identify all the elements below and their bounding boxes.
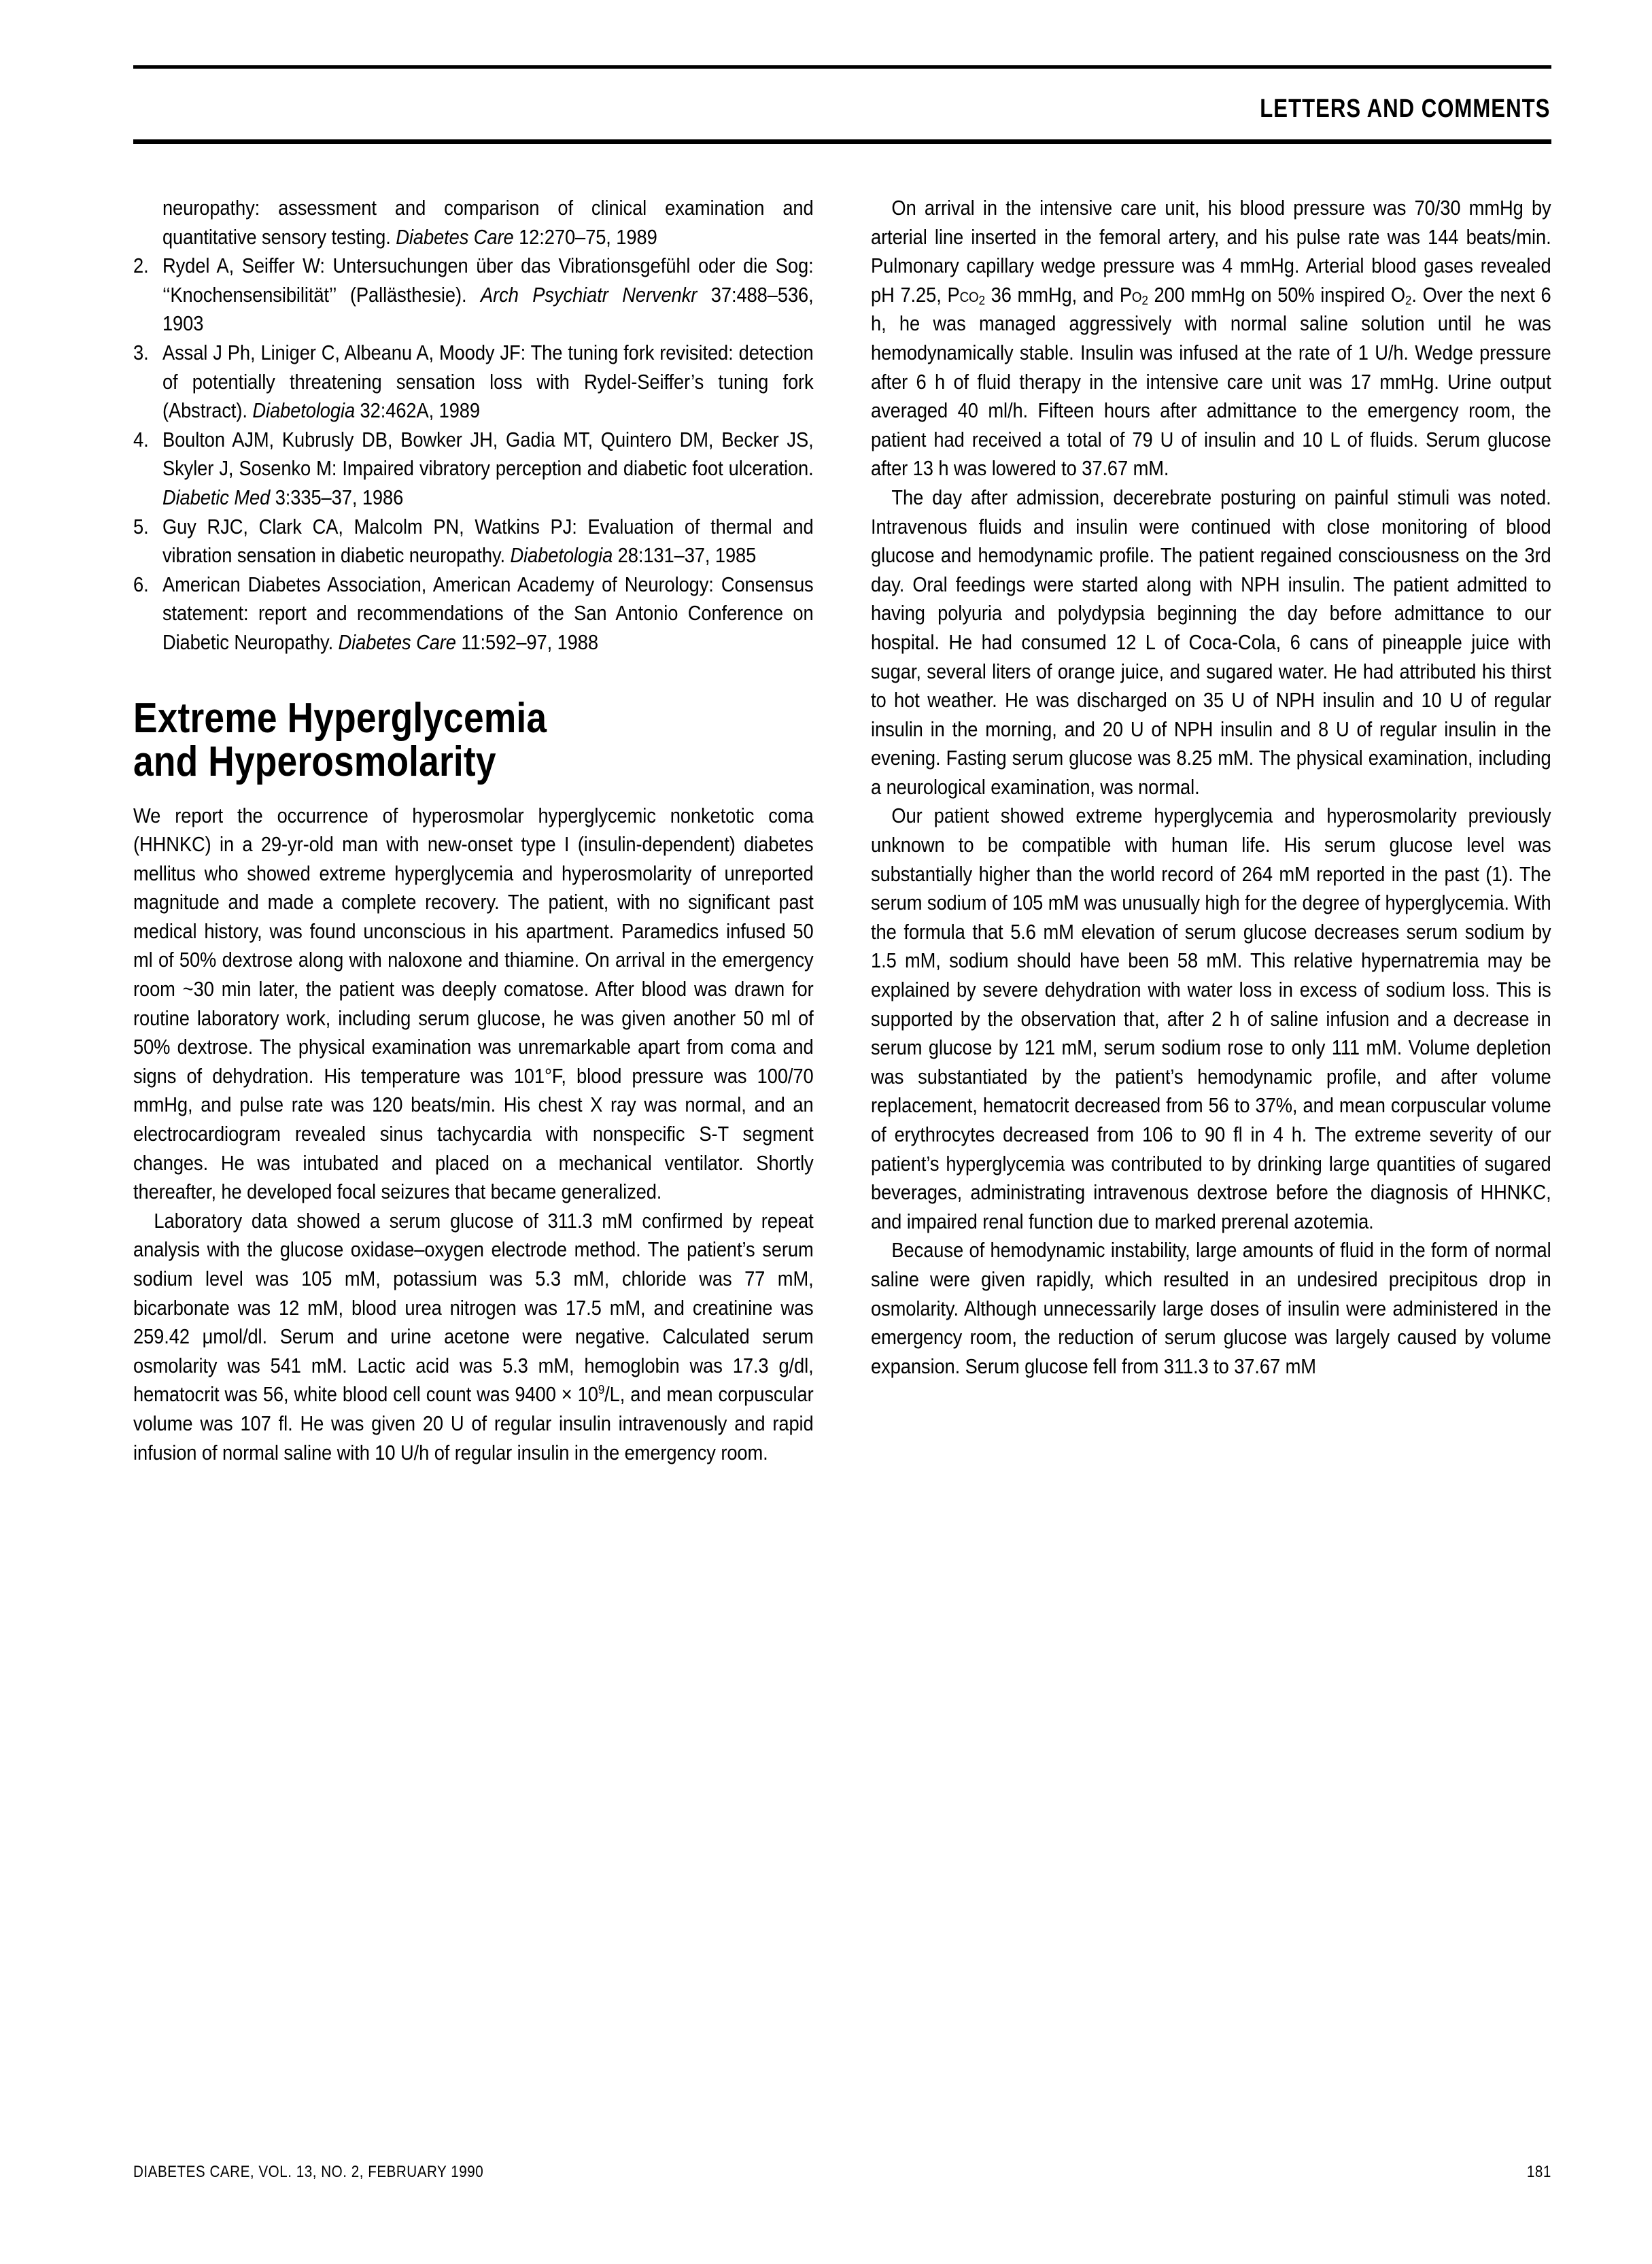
reference-text: neuropathy: assessment and comparison of clinical examination and quantitative sensory testing. Diabetes Care 12:270–75, 1989 <box>162 196 814 249</box>
article-title-line-2: and Hyperosmolarity <box>133 738 496 785</box>
footer-citation: DIABETES CARE, VOL. 13, NO. 2, FEBRUARY 1990 <box>133 2163 484 2181</box>
reference-item <box>133 339 814 426</box>
reference-text: Rydel A, Seiffer W: Untersuchungen über das Vibrationsgefühl oder die Sog: ‘‘Knochensensibilität’’ (Pallästhesie). Arch Psychiatr Nervenkr 37:488–536, 1903 <box>162 254 814 336</box>
reference-list <box>133 194 814 657</box>
article-title-line-1: Extreme Hyperglycemia <box>133 694 547 742</box>
reference-item <box>133 252 814 339</box>
reference-text: Boulton AJM, Kubrusly DB, Bowker JH, Gadia MT, Quintero DM, Becker JS, Skyler J, Sosenko M: Impaired vibratory perception and diabetic foot ulceration. Diabetic Med 3:335–37, 1986 <box>162 428 814 509</box>
reference-text: Guy RJC, Clark CA, Malcolm PN, Watkins PJ: Evaluation of thermal and vibration sensation in diabetic neuropathy. Diabetologia 28:131–37, 1985 <box>162 515 814 568</box>
reference-text: American Diabetes Association, American Academy of Neurology: Consensus statement: report and recommendations of the San Antonio Conference on Diabetic Neuropathy. Diabetes Care 11:592–97, 1988 <box>162 572 814 654</box>
paragraph: On arrival in the intensive care unit, his blood pressure was 70/30 mmHg by arterial line inserted in the femoral artery, and his pulse rate was 144 beats/min. Pulmonary capillary wedge pressure was 4 mmHg. Arterial blood gases revealed pH 7.25, Pco$_2$ 36 mmHg, and $Po_2$ 200 mmHg on 50% inspired $O_2$. Over the next 6 h, he was managed aggressively with normal saline solution until he was hemodynamically stable. Insulin was infused at the rate of 1 U/h. Wedge pressure after 6 h of fluid therapy in the intensive care unit was 17 mmHg. Urine output averaged 40 ml/h. Fifteen hours after admittance to the emergency room, the patient had received a total of 79 U of insulin and 10 L of fluids. Serum glucose after 13 h was lowered to 37.67 mM. <box>871 196 1551 481</box>
page-footer <box>133 2163 1551 2182</box>
paragraph: We report the occurrence of hyperosmolar hyperglycemic nonketotic coma (HHNKC) in a 29-yr-old man with new-onset type I (insulin-dependent) diabetes mellitus who showed extreme hyperglycemia and hyperosmolarity of unreported magnitude and made a complete recovery. The patient, with no significant past medical history, was found unconscious in his apartment. Paramedics infused 50 ml of 50% dextrose along with naloxone and thiamine. On arrival in the emergency room ~30 min later, the patient was deeply comatose. After blood was drawn for routine laboratory work, including serum glucose, he was given another 50 ml of 50% dextrose. The physical examination was unremarkable apart from coma and signs of dehydration. His temperature was 101°F, blood pressure was 100/70 mmHg, and pulse rate was 120 beats/min. His chest X ray was normal, and an electrocardiogram revealed sinus tachycardia with nonspecific S-T segment changes. He was intubated and placed on a mechanical ventilator. Shortly thereafter, he developed focal seizures that became generalized. <box>133 804 814 1204</box>
two-column-body <box>133 194 1551 1467</box>
reference-number: 6. <box>133 572 149 596</box>
reference-number: 4. <box>133 428 149 451</box>
header-title: LETTERS AND COMMENTS <box>1260 95 1551 123</box>
left-column-body <box>133 802 814 1468</box>
page-header <box>133 65 1551 144</box>
paragraph: Our patient showed extreme hyperglycemia and hyperosmolarity previously unknown to be compatible with human life. His serum glucose level was substantially higher than the world record of 264 mM reported in the past (1). The serum sodium of 105 mM was unusually high for the degree of hyperglycemia. With the formula that 5.6 mM elevation of serum glucose decreases serum sodium by 1.5 mM, sodium should have been 58 mM. This relative hypernatremia may be explained by severe dehydration with water loss in excess of sodium loss. This is supported by the observation that, after 2 h of saline infusion and a decrease in serum glucose by 121 mM, serum sodium rose to only 111 mM. Volume depletion was substantiated by the patient’s hemodynamic profile, and after volume replacement, hematocrit decreased from 56 to 37%, and mean corpuscular volume of erythrocytes decreased from 106 to 90 fl in 4 h. The extreme severity of our patient’s hyperglycemia was contributed to by drinking large quantities of sugared beverages, administrating intravenous dextrose before the diagnosis of HHNKC, and impaired renal function due to marked prerenal azotemia. <box>871 804 1551 1233</box>
article-title <box>133 694 812 785</box>
reference-item <box>133 426 814 513</box>
reference-item-1-tail <box>133 194 814 252</box>
reference-number: 2. <box>133 254 149 278</box>
paragraph: The day after admission, decerebrate posturing on painful stimuli was noted. Intravenous fluids and insulin were continued with close monitoring of blood glucose and hemodynamic profile. The patient regained consciousness on the 3rd day. Oral feedings were started along with NPH insulin. The patient admitted to having polyuria and polydypsia beginning the day before admittance to our hospital. He had consumed 12 L of Coca-Cola, 6 cans of pineapple juice with sugar, several liters of orange juice, and sugared water. He had attributed his thirst to hot weather. He was discharged on 35 U of NPH insulin and 10 U of regular insulin in the morning, and 20 U of NPH insulin and 8 U of regular insulin in the evening. Fasting serum glucose was 8.25 mM. The physical examination, including a neurological examination, was normal. <box>871 485 1551 799</box>
paragraph: Because of hemodynamic instability, large amounts of fluid in the form of normal saline were given rapidly, which resulted in an undesired precipitous drop in osmolarity. Although unnecessarily large doses of insulin were administered in the emergency room, the reduction of serum glucose was largely caused by volume expansion. Serum glucose fell from 311.3 to 37.67 mM <box>871 1239 1551 1378</box>
right-column-body <box>871 194 1551 1381</box>
reference-number: 5. <box>133 515 149 538</box>
right-column <box>871 194 1551 1467</box>
left-column <box>133 194 814 1467</box>
footer-page-number: 181 <box>1527 2163 1551 2181</box>
paragraph: Laboratory data showed a serum glucose of 311.3 mM confirmed by repeat analysis with the glucose oxidase–oxygen electrode method. The patient’s serum sodium level was 105 mM, potassium was 5.3 mM, chloride was 77 mM, bicarbonate was 12 mM, blood urea nitrogen was 17.5 mM, and creatinine was 259.42 μmol/dl. Serum and urine acetone were negative. Calculated serum osmolarity was 541 mM. Lactic acid was 5.3 mM, hemoglobin was 17.3 g/dl, hematocrit was 56, white blood cell count was $9400 \times 10^9/L$, and mean corpuscular volume was 107 fl. He was given 20 U of regular insulin intravenously and rapid infusion of normal saline with 10 U/h of regular insulin in the emergency room. <box>133 1209 814 1464</box>
reference-item <box>133 513 814 570</box>
reference-text: Assal J Ph, Liniger C, Albeanu A, Moody JF: The tuning fork revisited: detection of potentially threatening sensation loss with Rydel-Seiffer’s tuning fork (Abstract). Diabetologia 32:462A, 1989 <box>162 341 814 423</box>
header-rule-bottom <box>133 139 1551 144</box>
reference-item <box>133 570 814 657</box>
reference-number: 3. <box>133 341 149 364</box>
